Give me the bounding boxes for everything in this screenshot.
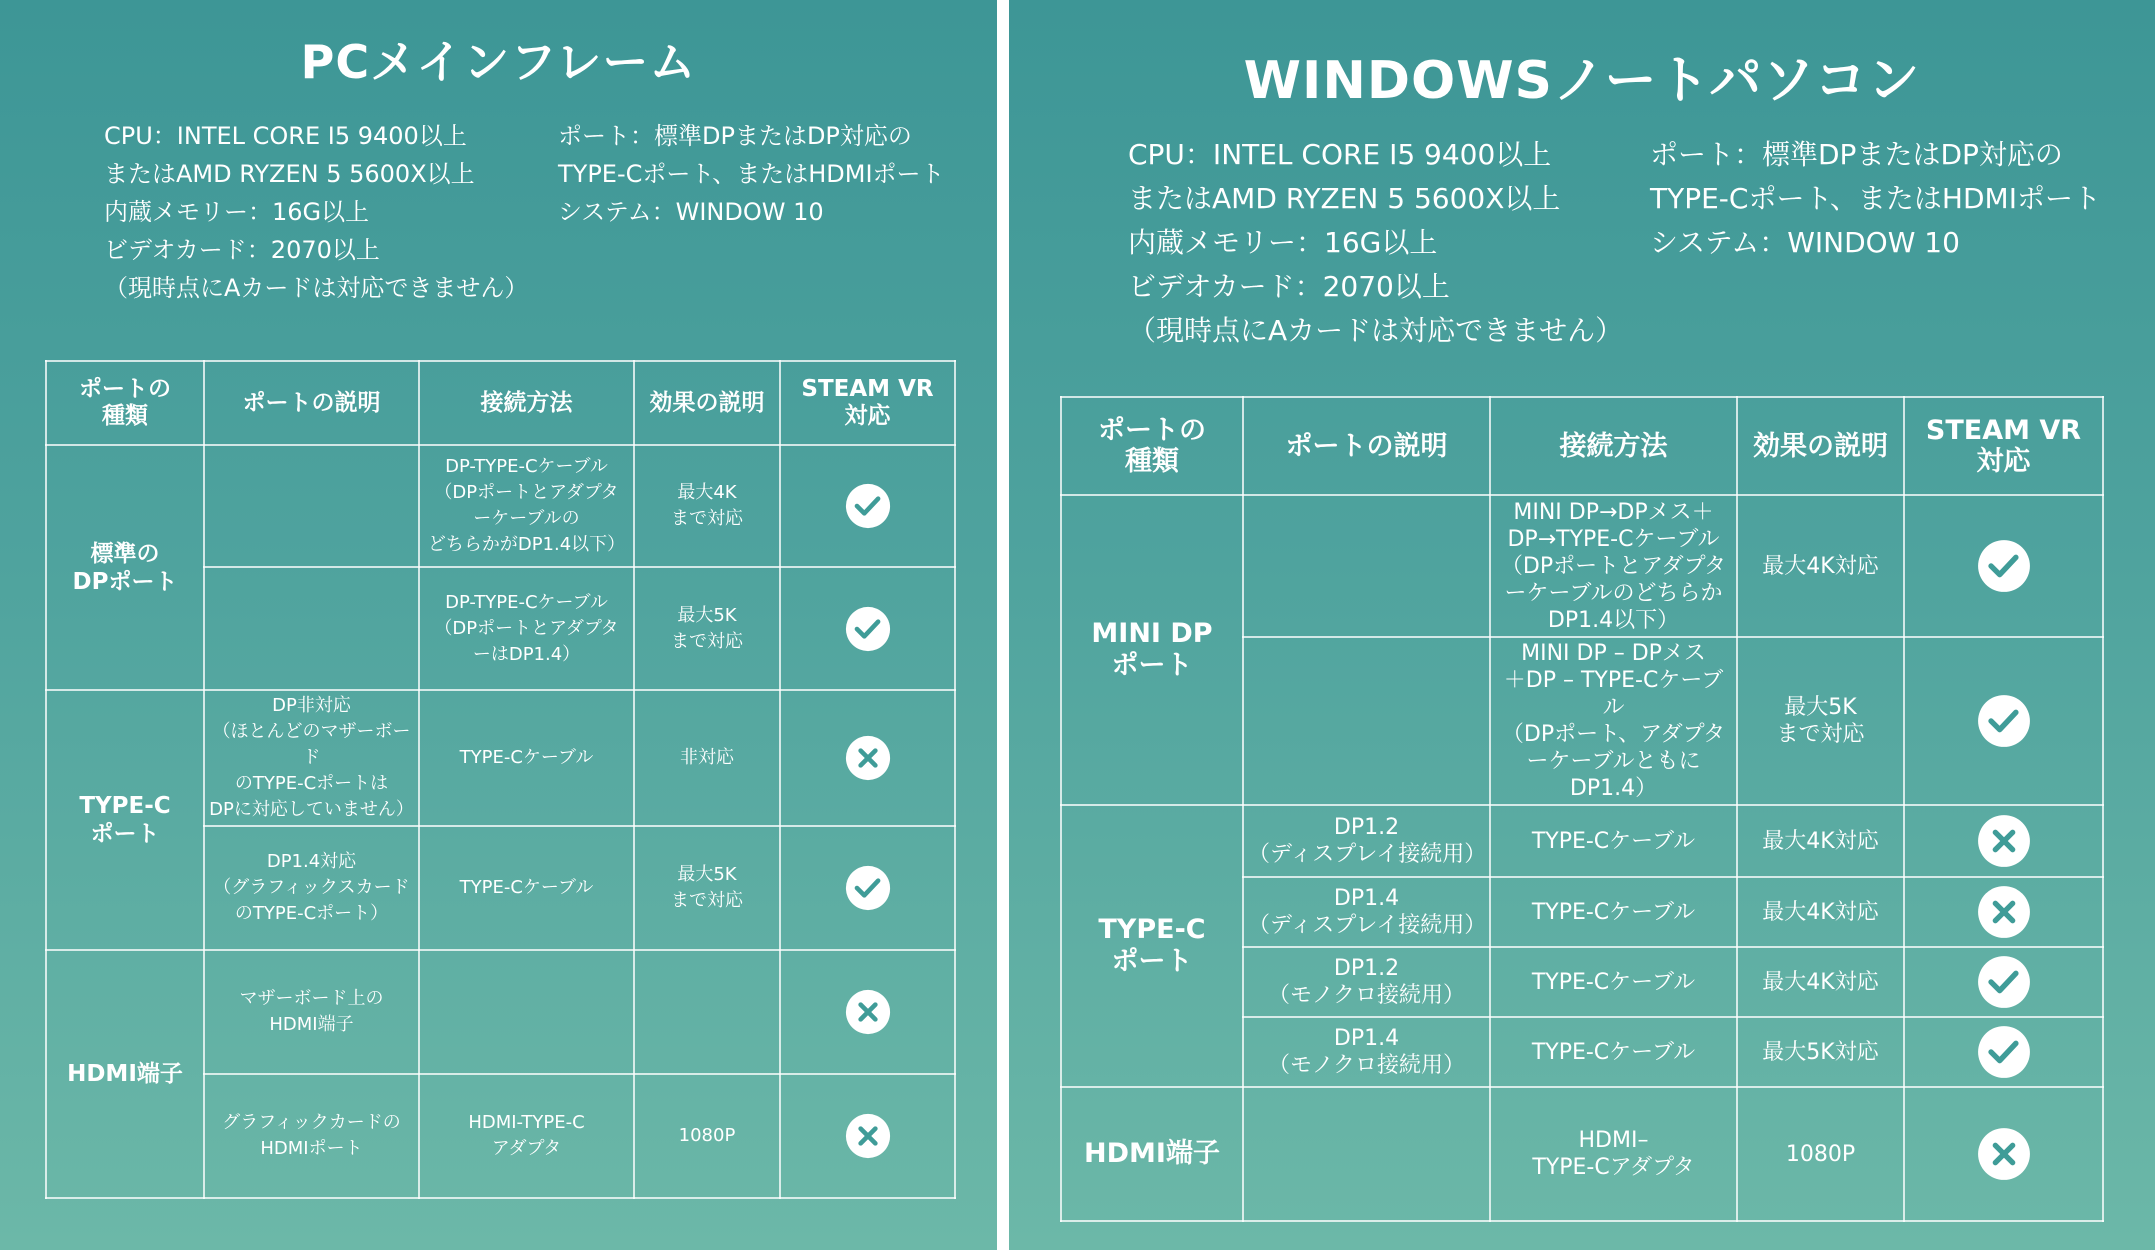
table-row [1061, 805, 2103, 877]
connection-method-cell: TYPE-Cケーブル [1490, 1017, 1737, 1087]
spec-line: TYPE-Cポート、またはHDMIポート [1650, 182, 2101, 215]
steam-vr-support-cell [1904, 495, 2103, 637]
connection-method-cell: TYPE-Cケーブル [419, 690, 634, 826]
effect-cell: 1080P [1737, 1087, 1904, 1221]
port-description-cell [1243, 495, 1490, 637]
port-description-cell: マザーボード上の HDMI端子 [204, 950, 419, 1074]
connection-method-cell: MINI DP – DPメス ＋DP – TYPE-Cケーブル （DPポート、アダプタ ーケーブルともにDP1.4） [1490, 637, 1737, 805]
table-row [46, 445, 955, 567]
effect-cell: 最大4K対応 [1737, 495, 1904, 637]
spec-line: 内蔵メモリー：16G以上 [104, 198, 370, 226]
spec-line: システム：WINDOW 10 [1650, 226, 1960, 259]
effect-cell: 最大5K まで対応 [634, 567, 780, 690]
header-connection-method: 接続方法 [1490, 397, 1737, 495]
header-port-type: ポートの 種類 [46, 361, 204, 445]
table-row [46, 950, 955, 1074]
check-icon [1977, 969, 2031, 994]
check-icon [845, 877, 891, 898]
port-type-cell: 標準の DPポート [46, 445, 204, 690]
check-icon [845, 495, 891, 516]
steam-vr-support-cell [1904, 947, 2103, 1017]
connection-method-cell: TYPE-Cケーブル [1490, 805, 1737, 877]
effect-cell: 最大4K対応 [1737, 947, 1904, 1017]
header-port-description: ポートの説明 [1243, 397, 1490, 495]
header-steam-vr: STEAM VR 対応 [780, 361, 955, 445]
effect-cell [634, 950, 780, 1074]
page-title: WINDOWSノートパソコン [1243, 51, 1921, 111]
effect-cell: 1080P [634, 1074, 780, 1198]
specs-column-left [104, 117, 528, 307]
steam-vr-support-cell [780, 690, 955, 826]
steam-vr-support-cell [780, 826, 955, 950]
connection-method-cell: TYPE-Cケーブル [419, 826, 634, 950]
check-icon [1977, 1039, 2031, 1064]
spec-line: またはAMD RYZEN 5 5600X以上 [104, 160, 475, 188]
header-port-type: ポートの 種類 [1061, 397, 1243, 495]
header-effect: 効果の説明 [634, 361, 780, 445]
header-connection-method: 接続方法 [419, 361, 634, 445]
port-description-cell: DP1.4 （ディスプレイ接続用） [1243, 877, 1490, 947]
port-description-cell: DP非対応 （ほとんどのマザーボード のTYPE-Cポートは DPに対応していません） [204, 690, 419, 826]
connection-method-cell [419, 950, 634, 1074]
spec-line: CPU：INTEL CORE I5 9400以上 [104, 122, 467, 150]
port-description-cell [204, 445, 419, 567]
left-panel-pc-mainframe [0, 0, 997, 1250]
connection-method-cell: HDMI– TYPE-Cアダプタ [1490, 1087, 1737, 1221]
spec-line: （現時点にAカードは対応できません） [1128, 314, 1624, 347]
steam-vr-support-cell [1904, 877, 2103, 947]
steam-vr-support-cell [1904, 1087, 2103, 1221]
port-description-cell: DP1.4対応 （グラフィックスカード のTYPE-Cポート） [204, 826, 419, 950]
specs-column-left [1128, 133, 1623, 353]
connection-method-cell: TYPE-Cケーブル [1490, 947, 1737, 1017]
cross-icon [1977, 1141, 2031, 1166]
spec-line: TYPE-Cポート、またはHDMIポート [558, 160, 945, 188]
connection-method-cell: HDMI-TYPE-C アダプタ [419, 1074, 634, 1198]
connection-method-cell: DP-TYPE-Cケーブル （DPポートとアダプタ ーケーブルの どちらかがDP1.4以下） [419, 445, 634, 567]
cross-icon [845, 1125, 891, 1146]
spec-line: ビデオカード：2070以上 [1128, 270, 1450, 303]
port-type-cell: TYPE-C ポート [1061, 805, 1243, 1087]
connection-method-cell: TYPE-Cケーブル [1490, 877, 1737, 947]
steam-vr-support-cell [780, 1074, 955, 1198]
port-description-cell: DP1.2 （モノクロ接続用） [1243, 947, 1490, 1017]
effect-cell: 最大5K まで対応 [1737, 637, 1904, 805]
steam-vr-support-cell [1904, 637, 2103, 805]
check-icon [1977, 708, 2031, 733]
cross-icon [845, 1001, 891, 1022]
table-row [46, 690, 955, 826]
port-compatibility-table [1060, 396, 2104, 1222]
effect-cell: 最大5K対応 [1737, 1017, 1904, 1087]
port-compatibility-table [45, 360, 956, 1199]
check-icon [845, 618, 891, 639]
table-header-row [1061, 397, 2103, 495]
effect-cell: 最大4K まで対応 [634, 445, 780, 567]
specs-column-right [558, 117, 945, 231]
port-description-cell [1243, 637, 1490, 805]
steam-vr-support-cell [780, 445, 955, 567]
steam-vr-support-cell [1904, 805, 2103, 877]
effect-cell: 最大4K対応 [1737, 877, 1904, 947]
spec-line: （現時点にAカードは対応できません） [104, 274, 529, 302]
port-description-cell [1243, 1087, 1490, 1221]
steam-vr-support-cell [780, 950, 955, 1074]
port-description-cell: DP1.4 （モノクロ接続用） [1243, 1017, 1490, 1087]
page-title: PCメインフレーム [300, 35, 697, 89]
steam-vr-support-cell [780, 567, 955, 690]
port-type-cell: HDMI端子 [46, 950, 204, 1198]
cross-icon [1977, 899, 2031, 924]
spec-line: CPU：INTEL CORE I5 9400以上 [1128, 138, 1552, 171]
port-type-cell: MINI DP ポート [1061, 495, 1243, 805]
header-effect: 効果の説明 [1737, 397, 1904, 495]
header-steam-vr: STEAM VR 対応 [1904, 397, 2103, 495]
connection-method-cell: MINI DP→DPメス＋ DP→TYPE-Cケーブル （DPポートとアダプタ ーケーブルのどちらか DP1.4以下） [1490, 495, 1737, 637]
spec-line: 内蔵メモリー：16G以上 [1128, 226, 1438, 259]
specs-column-right [1650, 133, 2101, 265]
cross-icon [845, 747, 891, 768]
connection-method-cell: DP-TYPE-Cケーブル （DPポートとアダプタ ーはDP1.4） [419, 567, 634, 690]
header-port-description: ポートの説明 [204, 361, 419, 445]
table-row [1061, 495, 2103, 637]
port-description-cell: グラフィックカードの HDMIポート [204, 1074, 419, 1198]
cross-icon [1977, 828, 2031, 853]
spec-line: ビデオカード：2070以上 [104, 236, 380, 264]
port-type-cell: TYPE-C ポート [46, 690, 204, 950]
port-description-cell: DP1.2 （ディスプレイ接続用） [1243, 805, 1490, 877]
effect-cell: 最大4K対応 [1737, 805, 1904, 877]
right-panel-windows-laptop [1009, 0, 2155, 1250]
spec-line: ポート：標準DPまたはDP対応の [558, 122, 912, 150]
check-icon [1977, 553, 2031, 578]
effect-cell: 非対応 [634, 690, 780, 826]
steam-vr-support-cell [1904, 1017, 2103, 1087]
port-description-cell [204, 567, 419, 690]
spec-line: システム：WINDOW 10 [558, 198, 824, 226]
spec-line: またはAMD RYZEN 5 5600X以上 [1128, 182, 1561, 215]
table-header-row [46, 361, 955, 445]
effect-cell: 最大5K まで対応 [634, 826, 780, 950]
table-row [1061, 1087, 2103, 1221]
port-type-cell: HDMI端子 [1061, 1087, 1243, 1221]
spec-line: ポート：標準DPまたはDP対応の [1650, 138, 2063, 171]
